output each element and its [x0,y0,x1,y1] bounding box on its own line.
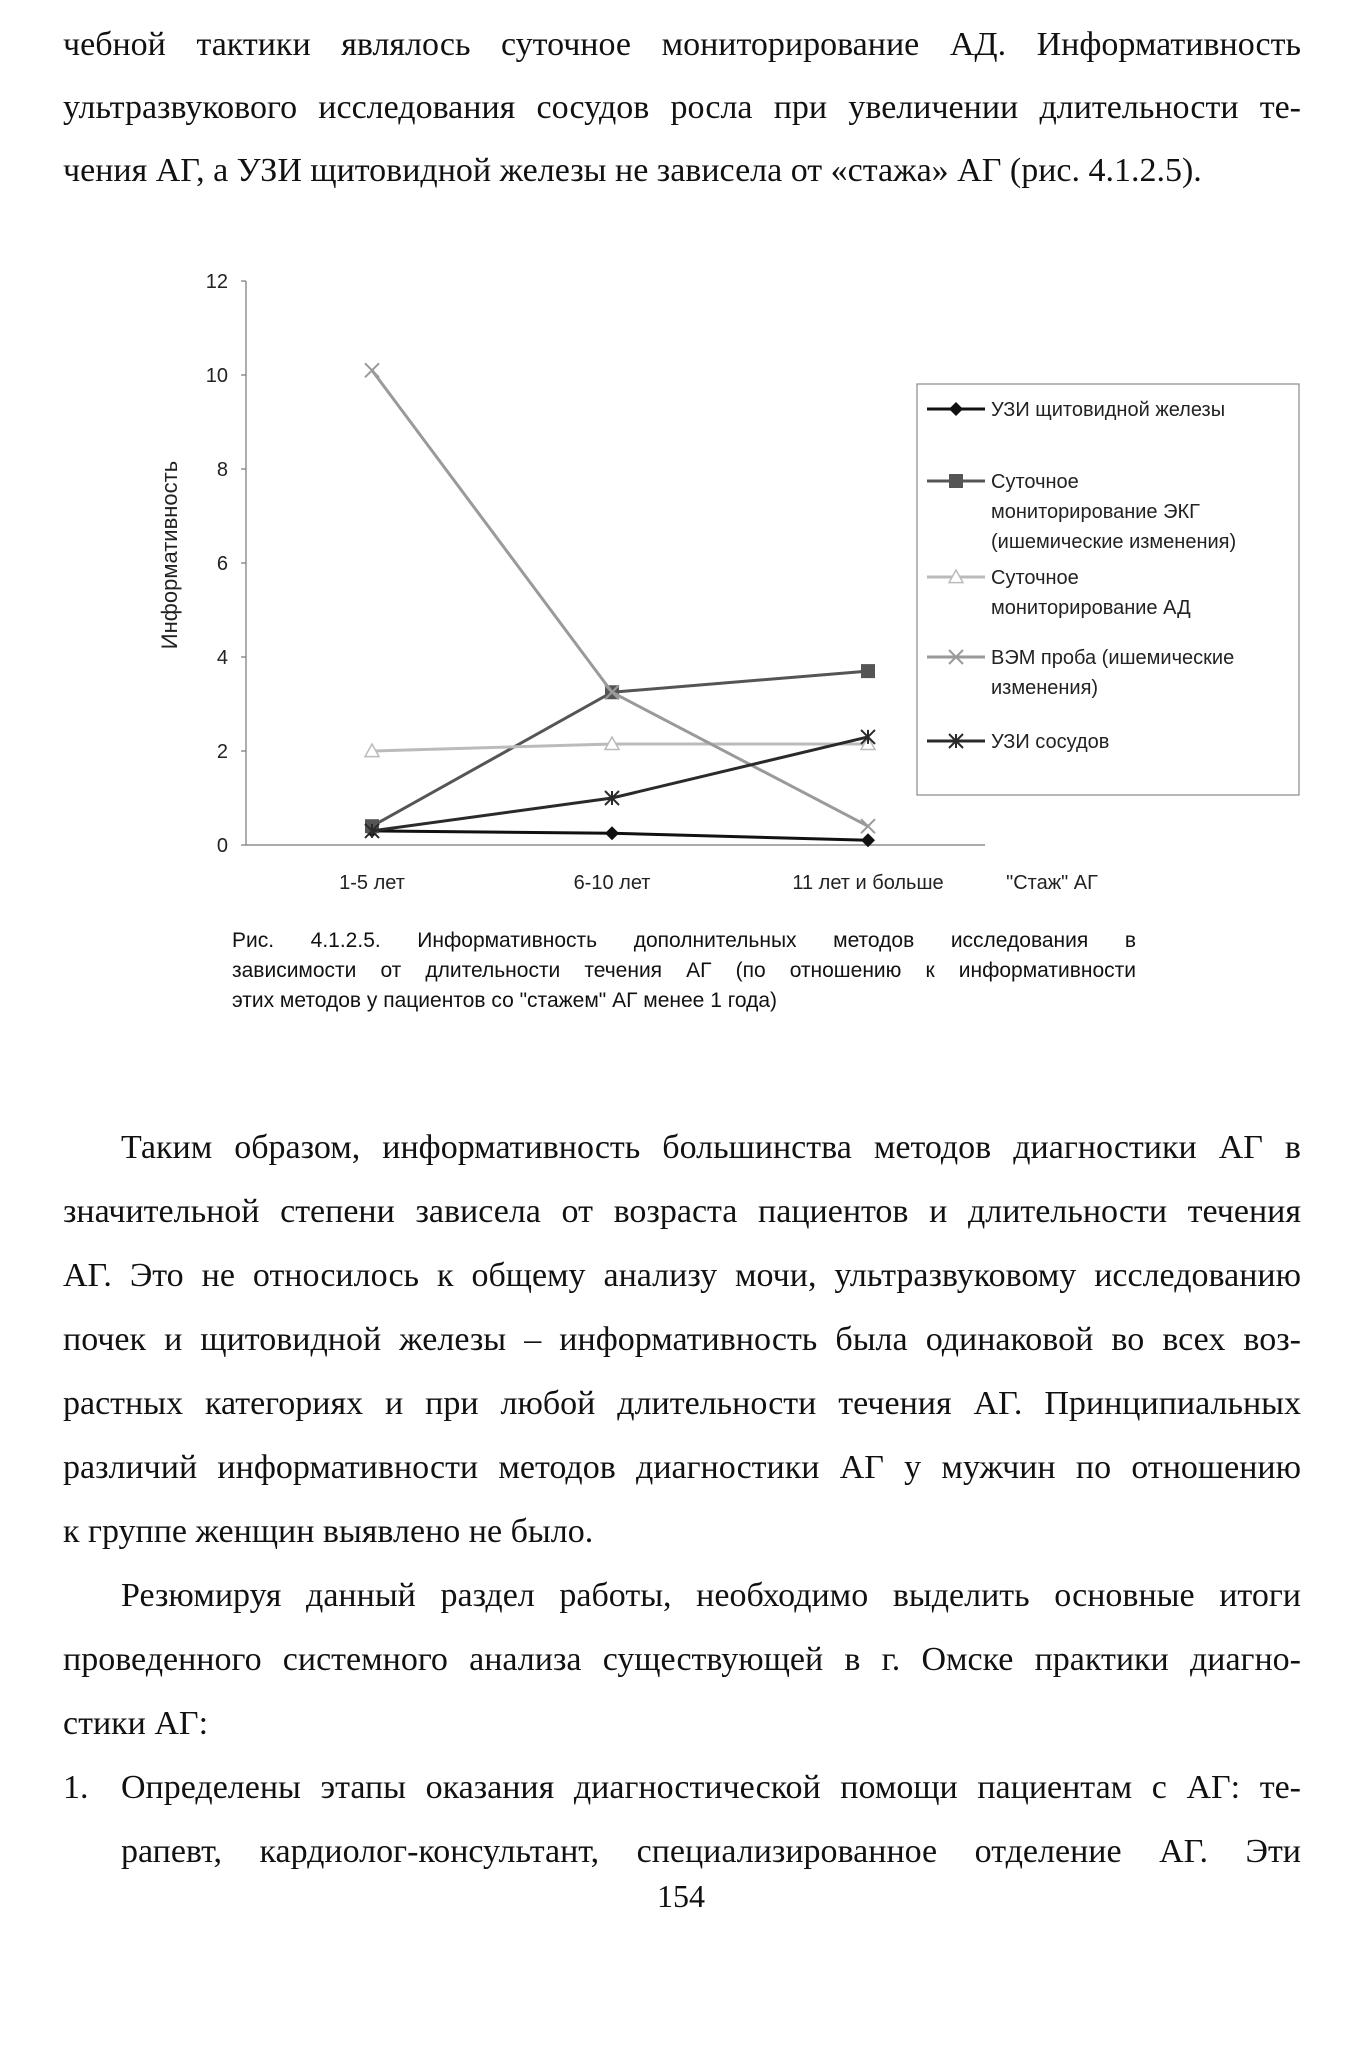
legend-label: мониторирование АД [991,597,1191,619]
intro-line-2: ультразвукового исследования сосудов росла при увеличении длительности те- [63,89,1301,126]
list-item-line-2: рапевт, кардиолог-консультант, специализированное отделение АГ. Эти [121,1833,1301,1870]
paragraph1-line-2: значительной степени зависела от возраста пациентов и длительности течения [63,1193,1301,1230]
paragraph2-line-1: Резюмируя данный раздел работы, необходимо выделить основные итоги [121,1577,1301,1614]
paragraph2-line-2: проведенного системного анализа существующей в г. Омске практики диагно- [63,1641,1301,1678]
paragraph1-line-7: к группе женщин выявлено не было. [63,1513,594,1550]
legend-label: изменения) [991,677,1099,699]
y-tick-label: 12 [205,271,228,293]
series-line-1 [372,831,868,840]
figure-caption-line-2: зависимости от длительности течения АГ (по отношению к информативности [232,959,1136,982]
paragraph1-line-1: Таким образом, информативность большинства методов диагностики АГ в [121,1129,1301,1166]
y-tick-label: 0 [216,835,228,857]
figure-caption-line-3: этих методов у пациентов со "стажем" АГ менее 1 года) [232,989,778,1012]
y-tick-label: 4 [216,647,228,669]
series-4-point [861,819,875,833]
legend-label: УЗИ сосудов [991,731,1110,753]
legend-label: мониторирование ЭКГ [991,501,1200,523]
x-tick-label: 6-10 лет [573,872,651,894]
figure-caption-line-1: Рис. 4.1.2.5. Информативность дополнительных методов исследования в [232,929,1136,952]
x-tick-label: 11 лет и больше [792,872,944,894]
paragraph1-line-5: растных категориях и при любой длительности течения АГ. Принципиальных [63,1385,1301,1422]
list-item-number: 1. [63,1769,89,1806]
series-line-4 [372,370,868,826]
y-tick-label: 8 [216,459,228,481]
x-tick-label: 1-5 лет [339,872,405,894]
x-axis-label: "Стаж" АГ [1006,872,1098,894]
series-4-point [365,363,379,377]
legend-label: Суточное [991,471,1079,493]
y-axis-label: Информативность [157,460,182,650]
legend-label: (ишемические изменения) [991,531,1237,553]
paragraph1-line-6: различий информативности методов диагностики АГ у мужчин по отношению [63,1449,1301,1486]
y-tick-label: 2 [216,741,228,763]
paragraph2-line-3: стики АГ: [63,1705,209,1742]
y-tick-label: 10 [205,365,228,387]
page-number: 154 [657,1878,705,1914]
list-item-line-1: Определены этапы оказания диагностической помощи пациентам с АГ: те- [121,1769,1301,1806]
intro-line-1: чебной тактики являлось суточное мониторирование АД. Информативность [63,26,1301,63]
series-1-point [605,826,619,840]
legend-label: ВЭМ проба (ишемические [991,647,1235,669]
series-2-point [861,664,875,678]
legend-label: Суточное [991,567,1079,589]
y-tick-label: 6 [216,553,228,575]
paragraph1-line-4: почек и щитовидной железы – информативность была одинаковой во всех воз- [63,1321,1301,1358]
intro-line-3: чения АГ, а УЗИ щитовидной железы не зависела от «стажа» АГ (рис. 4.1.2.5). [63,152,1202,189]
legend-swatch-marker [949,474,963,488]
paragraph1-line-3: АГ. Это не относилось к общему анализу мочи, ультразвуковому исследованию [63,1257,1301,1294]
legend-label: УЗИ щитовидной железы [991,399,1226,421]
